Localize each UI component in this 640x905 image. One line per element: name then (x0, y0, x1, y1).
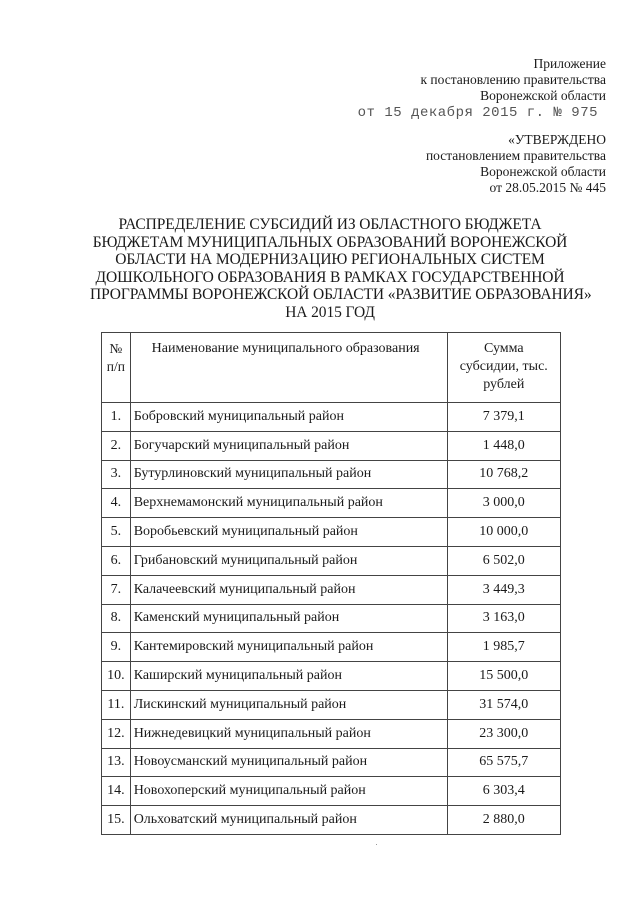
table-row (102, 431, 561, 460)
row-number: 14. (102, 777, 131, 806)
row-sum: 1 448,0 (447, 431, 560, 460)
appendix-header (358, 56, 606, 121)
table-row (102, 719, 561, 748)
table-row (102, 403, 561, 432)
row-number: 6. (102, 546, 131, 575)
row-number: 5. (102, 518, 131, 547)
row-name: Лискинский муниципальный район (130, 690, 447, 719)
row-sum: 3 163,0 (447, 604, 560, 633)
row-sum: 65 575,7 (447, 748, 560, 777)
row-sum: 23 300,0 (447, 719, 560, 748)
row-number: 7. (102, 575, 131, 604)
header-number-line: п/п (106, 359, 125, 374)
header-sum-line: рублей (483, 377, 525, 392)
row-number: 4. (102, 489, 131, 518)
header-number-line: № (109, 341, 123, 356)
approval-block (426, 132, 606, 196)
row-number: 2. (102, 431, 131, 460)
table-row (102, 460, 561, 489)
document-title (90, 216, 592, 322)
row-number: 10. (102, 662, 131, 691)
table-row (102, 806, 561, 835)
table-row (102, 690, 561, 719)
title-line: ДОШКОЛЬНОГО ОБРАЗОВАНИЯ В РАМКАХ ГОСУДАРСТВЕННОЙ (95, 268, 565, 286)
header-sum-line: субсидии, тыс. (459, 359, 548, 374)
row-sum: 10 768,2 (447, 460, 560, 489)
row-name: Новохоперский муниципальный район (130, 777, 447, 806)
row-number: 11. (102, 690, 131, 719)
row-number: 13. (102, 748, 131, 777)
row-sum: 7 379,1 (447, 403, 560, 432)
header-sum (447, 333, 560, 403)
approval-date: от 28.05.2015 № 445 (489, 180, 606, 195)
row-sum: 6 303,4 (447, 777, 560, 806)
table-row (102, 633, 561, 662)
appendix-label: Приложение (533, 56, 606, 71)
row-name: Бобровский муниципальный район (130, 403, 447, 432)
table-row (102, 748, 561, 777)
approval-label: «УТВЕРЖДЕНО (508, 132, 606, 147)
row-name: Нижнедевицкий муниципальный район (130, 719, 447, 748)
appendix-date-stamp: от 15 декабря 2015 г. № 975 (357, 105, 598, 121)
row-name: Каширский муниципальный район (130, 662, 447, 691)
table-row (102, 662, 561, 691)
row-name: Ольховатский муниципальный район (130, 806, 447, 835)
row-sum: 6 502,0 (447, 546, 560, 575)
table-header-row (102, 333, 561, 403)
row-number: 9. (102, 633, 131, 662)
header-number (102, 333, 131, 403)
row-number: 8. (102, 604, 131, 633)
table-row (102, 777, 561, 806)
row-name: Кантемировский муниципальный район (130, 633, 447, 662)
table-row (102, 604, 561, 633)
row-name: Бутурлиновский муниципальный район (130, 460, 447, 489)
row-name: Грибановский муниципальный район (130, 546, 447, 575)
table-row (102, 518, 561, 547)
subsidies-table (101, 332, 561, 835)
row-number: 12. (102, 719, 131, 748)
approval-resolution: постановлением правительства (425, 148, 606, 163)
title-line: РАСПРЕДЕЛЕНИЕ СУБСИДИЙ ИЗ ОБЛАСТНОГО БЮДЖЕТА (118, 216, 542, 233)
title-line: ПРОГРАММЫ ВОРОНЕЖСКОЙ ОБЛАСТИ «РАЗВИТИЕ ОБРАЗОВАНИЯ» (90, 286, 592, 304)
row-number: 3. (102, 460, 131, 489)
row-name: Богучарский муниципальный район (130, 431, 447, 460)
row-name: Воробьевский муниципальный район (130, 518, 447, 547)
row-sum: 1 985,7 (447, 633, 560, 662)
header-name: Наименование муниципального образования (130, 333, 447, 403)
row-sum: 31 574,0 (447, 690, 560, 719)
row-name: Верхнемамонский муниципальный район (130, 489, 447, 518)
appendix-region: Воронежской области (480, 88, 606, 103)
row-name: Каменский муниципальный район (130, 604, 447, 633)
row-sum: 2 880,0 (447, 806, 560, 835)
approval-region: Воронежской области (480, 164, 606, 179)
scan-speck (376, 844, 377, 845)
row-name: Калачеевский муниципальный район (130, 575, 447, 604)
title-line: БЮДЖЕТАМ МУНИЦИПАЛЬНЫХ ОБРАЗОВАНИЙ ВОРОНЕЖСКОЙ (92, 233, 568, 251)
table-row (102, 575, 561, 604)
title-line: НА 2015 ГОД (285, 303, 375, 321)
row-sum: 10 000,0 (447, 518, 560, 547)
header-sum-line: Сумма (483, 341, 524, 356)
title-line: ОБЛАСТИ НА МОДЕРНИЗАЦИЮ РЕГИОНАЛЬНЫХ СИСТЕМ (115, 251, 545, 269)
row-number: 15. (102, 806, 131, 835)
row-sum: 3 449,3 (447, 575, 560, 604)
appendix-resolution: к постановлению правительства (420, 72, 606, 87)
row-name: Новоусманский муниципальный район (130, 748, 447, 777)
row-sum: 15 500,0 (447, 662, 560, 691)
row-number: 1. (102, 403, 131, 432)
table-row (102, 489, 561, 518)
row-sum: 3 000,0 (447, 489, 560, 518)
table-row (102, 546, 561, 575)
